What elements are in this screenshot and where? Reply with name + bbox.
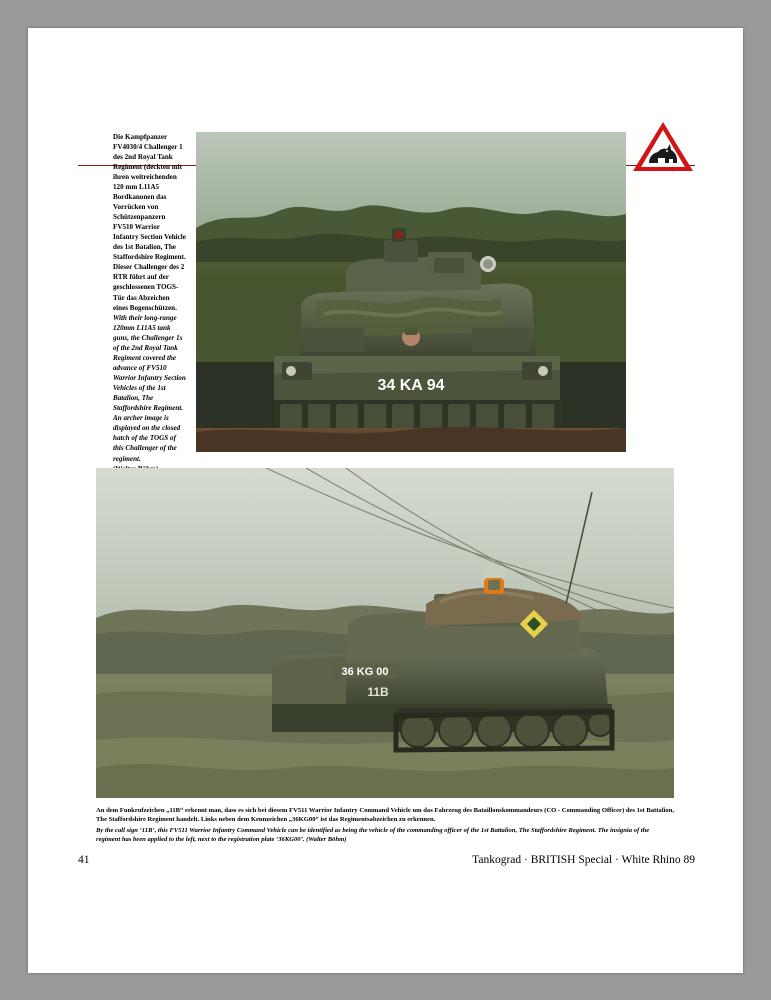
page-footer <box>28 854 743 874</box>
challenger-1-tank-photo <box>196 132 626 452</box>
side-caption <box>113 132 186 474</box>
warrior-command-vehicle-photo <box>96 468 674 798</box>
photo-bottom-call-sign: 11B <box>367 684 389 699</box>
rhino-warning-triangle-logo <box>631 120 695 174</box>
bottom-caption-english: By the call sign ‘11B’, this FV511 Warrior Infantry Command Vehicle can be identified as being the vehicle of the commanding officer of the 1st Battalion, The Staffordshire Regiment. The insignia of the regiment has been applied to the left, next to the registration plate ‘36KG00’. (Walter Böhm) <box>96 826 650 844</box>
document-page <box>28 28 743 973</box>
photo-top-registration-plate: 34 KA 94 <box>377 376 445 394</box>
photo-bottom-registration-plate: 36 KG 00 <box>341 665 389 678</box>
side-caption-german: Die Kampfpanzer FV4030/4 Challenger 1 des 2nd Royal Tank Regiment (deckten mit ihren weitreichenden 120 mm L11A5 Bordkanonen das Vorrücken von Schützenpanzern FV510 Warrior Infantry Section Vehicle des 1st Batalion, The Staffordshire Regiment. Dieser Challenger des 2 RTR führt auf der geschlossenen TOGS-Tür das Abzeichen eines Bogenschützen. <box>113 132 186 312</box>
bottom-caption-german: An dem Funkrufzeichen „11B“ erkennt man, dass es sich bei diesem FV511 Warrior Infantry Command Vehicle um das Fahrzeug des Bataillonskommandeurs (CO - Commanding Officer) des 1st Battalion, The Staffordshire Regiment handelt. Links neben dem Kennzeichen „36KG00“ ist das Regimentsabzeichen zu erkennen. <box>96 806 675 824</box>
footer-series-title: Tankograd · BRITISH Special · White Rhino 89 <box>472 853 695 866</box>
side-caption-english: With their long-range 120mm L11A5 tank guns, the Challenger 1s of the 2nd Royal Tank Regiment covered the advance of FV510 Warrior Infantry Section Vehicles of the 1st Batalion, The Staffordshire Regiment. An archer image is displayed on the closed hatch of the TOGS of this Challenger of the regiment. <box>113 313 186 463</box>
bottom-caption <box>96 806 674 845</box>
page-number: 41 <box>78 853 90 866</box>
